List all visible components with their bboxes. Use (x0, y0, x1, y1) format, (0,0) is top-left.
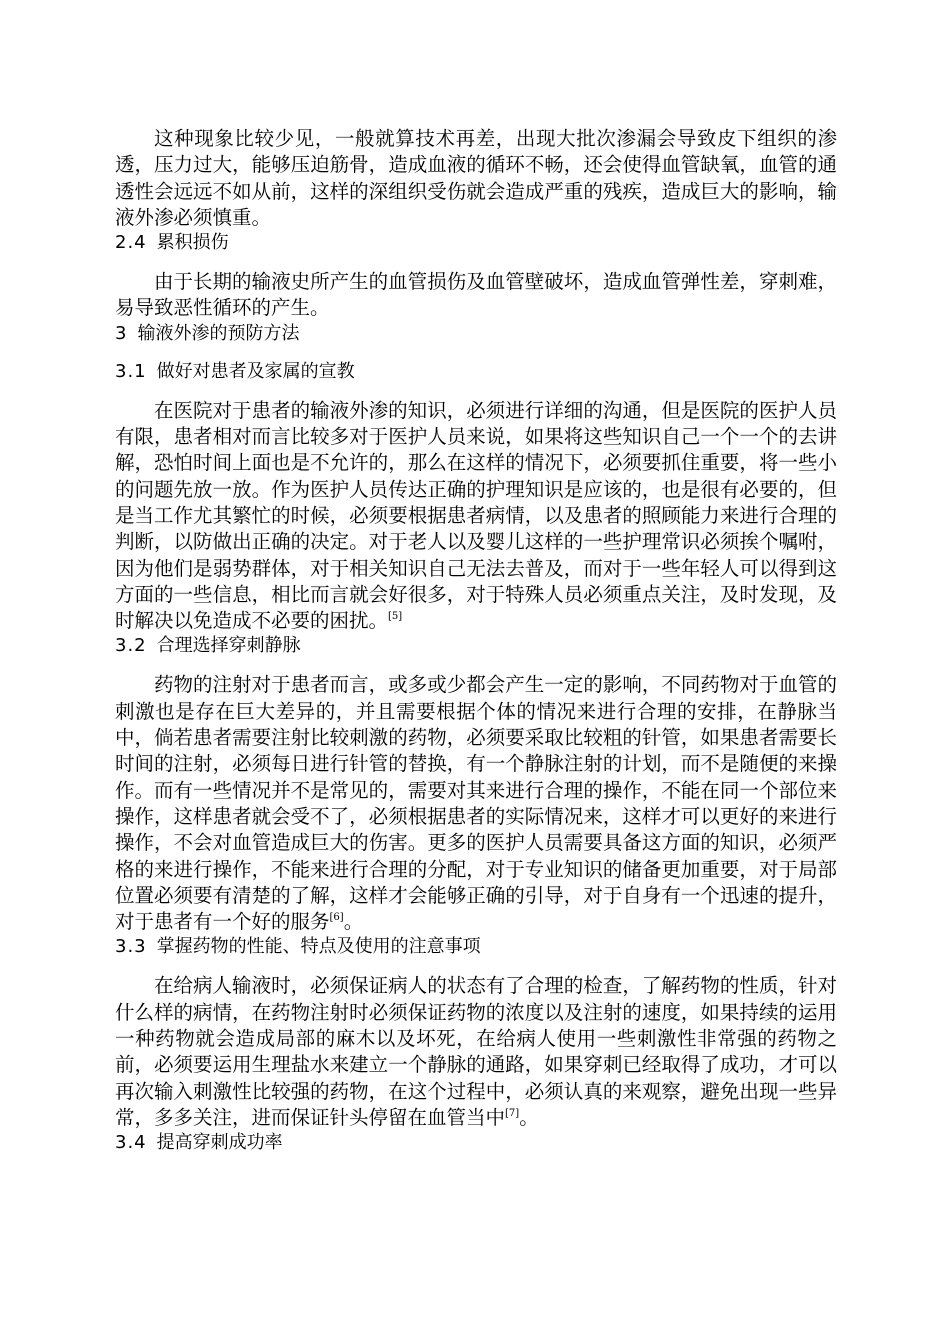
heading-text: 输液外渗的预防方法 (137, 322, 300, 344)
heading-text: 累积损伤 (156, 232, 229, 254)
heading-text: 做好对患者及家属的宣教 (156, 360, 355, 382)
paragraph-3-3 (115, 973, 837, 1131)
paragraph-intro: 这种现象比较少见，一般就算技术再差，出现大批次渗漏会导致皮下组织的渗透，压力过大，能够压迫筋骨，造成血液的循环不畅，还会使得血管缺氧，血管的通透性会远远不如从前，这样的深组织受伤就会造成严重的残疾，造成巨大的影响，输液外渗必须慎重。 (115, 127, 837, 229)
heading-3 (115, 322, 837, 346)
citation-ref: [6] (329, 912, 344, 924)
heading-number: 3.2 (115, 635, 147, 657)
heading-number: 3.1 (115, 360, 147, 382)
heading-number: 2.4 (115, 232, 147, 254)
paragraph-2-4: 由于长期的输液史所产生的血管损伤及血管壁破坏，造成血管弹性差，穿刺难，易导致恶性循环的产生。 (115, 270, 837, 320)
heading-3-3 (115, 935, 837, 959)
heading-3-4 (115, 1131, 837, 1155)
heading-number: 3 (115, 322, 128, 344)
heading-text: 提高穿刺成功率 (156, 1132, 283, 1154)
heading-number: 3.3 (115, 936, 147, 958)
heading-2-4 (115, 231, 837, 255)
citation-ref: [7] (505, 1107, 520, 1119)
paragraph-3-2 (115, 672, 837, 935)
heading-text: 合理选择穿刺静脉 (156, 635, 301, 657)
paragraph-text: 在给病人输液时，必须保证病人的状态有了合理的检查，了解药物的性质，针对什么样的病情，在药物注射时必须保证药物的浓度以及注射的速度，如果持续的运用一种药物就会造成局部的麻木以及坏死，在给病人使用一些刺激性非常强的药物之前，必须要运用生理盐水来建立一个静脉的通路，如果穿刺已经取得了成功，才可以再次输入刺激性比较强的药物，在这个过程中，必须认真的来观察，避免出现一些异常，多多关注，进而保证针头停留在血管当中 (115, 974, 837, 1129)
heading-3-1 (115, 360, 837, 384)
heading-text: 掌握药物的性能、特点及使用的注意事项 (156, 936, 481, 958)
heading-number: 3.4 (115, 1132, 147, 1154)
heading-3-2 (115, 634, 837, 658)
paragraph-tail: 。 (343, 910, 364, 934)
paragraph-text: 在医院对于患者的输液外渗的知识，必须进行详细的沟通，但是医院的医护人员有限，患者相对而言比较多对于医护人员来说，如果将这些知识自己一个一个的去讲解，恐怕时间上面也是不允许的，那么在这样的情况下，必须要抓住重要，将一些小的问题先放一放。作为医护人员传达正确的护理知识是应该的，也是很有必要的，但是当工作尤其繁忙的时候，必须要根据患者病情，以及患者的照顾能力来进行合理的判断，以防做出正确的决定。对于老人以及婴儿这样的一些护理常识必须挨个嘱咐，因为他们是弱势群体，对于相关知识自己无法去普及，而对于一些年轻人可以得到这方面的一些信息，相比而言就会好很多，对于特殊人员必须重点关注，及时发现，及时解决以免造成不必要的困扰。 (115, 398, 837, 633)
document-page (115, 126, 837, 1155)
paragraph-tail: 。 (519, 1105, 539, 1129)
citation-ref: [5] (388, 611, 403, 623)
paragraph-text: 药物的注射对于患者而言，或多或少都会产生一定的影响，不同药物对于血管的刺激也是存在巨大差异的，并且需要根据个体的情况来进行合理的安排，在静脉当中，倘若患者需要注射比较刺激的药物，必须要采取比较粗的针管，如果患者需要长时间的注射，必须每日进行针管的替换，有一个静脉注射的计划，而不是随便的来操作。而有一些情况并不是常见的，需要对其来进行合理的操作，不能在同一个部位来操作，这样患者就会受不了，必须根据患者的实际情况来，这样才可以更好的来进行操作，不会对血管造成巨大的伤害。更多的医护人员需要具备这方面的知识，必须严格的来进行操作，不能来进行合理的分配，对于专业知识的储备更加重要，对于局部位置必须要有清楚的了解，这样才会能够正确的引导，对于自身有一个迅速的提升，对于患者有一个好的服务 (115, 673, 837, 934)
paragraph-3-1 (115, 398, 837, 635)
